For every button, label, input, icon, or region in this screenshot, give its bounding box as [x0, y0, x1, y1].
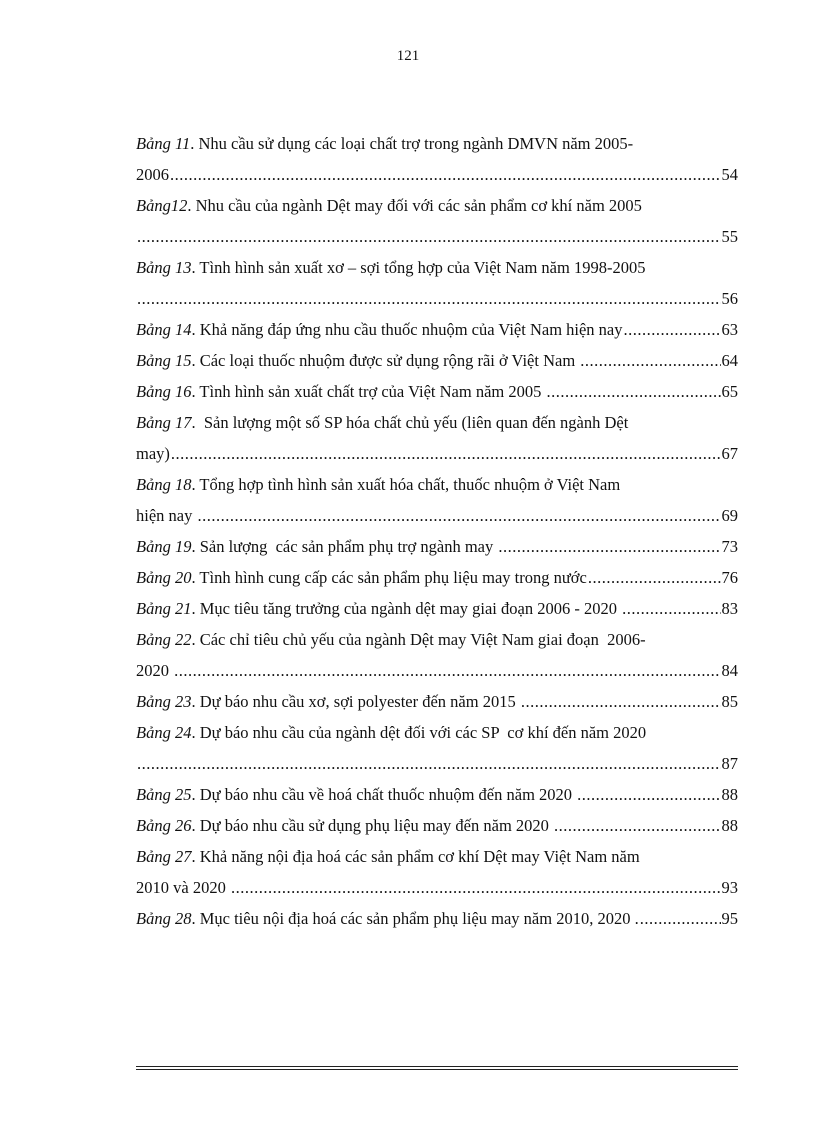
page-ref: 64 — [721, 351, 738, 370]
dot-leader — [622, 593, 720, 624]
toc-title — [136, 841, 640, 872]
table-title: Tổng hợp tình hình sản xuất hóa chất, thuốc nhuộm ở Việt Nam — [195, 475, 621, 494]
table-title: Dự báo nhu cầu về hoá chất thuốc nhuộm đến năm 2020 — [195, 785, 577, 804]
page-ref: 69 — [721, 506, 738, 525]
toc-line — [136, 376, 738, 407]
toc-title — [136, 128, 633, 159]
dot-leader — [640, 903, 721, 934]
dot-leader — [554, 810, 720, 841]
toc-title — [136, 345, 579, 376]
table-label: Bảng 14 — [136, 320, 192, 339]
table-label: Bảng 11 — [136, 134, 191, 153]
dot-leader — [577, 779, 720, 810]
dot-leader — [580, 345, 720, 376]
toc-entry — [136, 407, 738, 469]
table-label: Bảng 15 — [136, 351, 192, 370]
toc-line — [136, 252, 738, 283]
label-separator: . — [191, 537, 196, 556]
table-title: Tình hình cung cấp các sản phẩm phụ liệu may trong nước — [195, 568, 587, 587]
label-separator: . — [191, 785, 196, 804]
page-ref: 73 — [721, 537, 738, 556]
table-label: Bảng 21 — [136, 599, 192, 618]
toc-line — [136, 779, 738, 810]
page-ref: 65 — [721, 382, 738, 401]
page-ref: 87 — [721, 754, 738, 773]
table-label: Bảng 13 — [136, 258, 192, 277]
table-label: Bảng 22 — [136, 630, 192, 649]
table-label: Bảng 24 — [136, 723, 192, 742]
dot-leader — [498, 531, 720, 562]
label-separator: . — [191, 599, 196, 618]
dot-leader — [171, 438, 721, 469]
toc-line — [136, 190, 738, 221]
table-title-continued: 2006 — [136, 165, 169, 184]
toc-entry — [136, 562, 738, 593]
toc-line — [136, 469, 738, 500]
table-title: Khả năng đáp ứng nhu cầu thuốc nhuộm của Việt Nam hiện nay — [195, 320, 623, 339]
page-ref: 93 — [721, 878, 738, 897]
table-title: Các chỉ tiêu chủ yếu của ngành Dệt may Việt Nam giai đoạn 2006- — [195, 630, 646, 649]
label-separator: . — [191, 320, 196, 339]
toc-line — [136, 531, 738, 562]
toc-line — [136, 407, 738, 438]
table-label: Bảng12 — [136, 196, 188, 215]
toc-entry — [136, 190, 738, 252]
page-ref: 76 — [721, 568, 738, 587]
toc-line — [136, 562, 738, 593]
toc-line — [136, 283, 738, 314]
table-label: Bảng 16 — [136, 382, 192, 401]
table-title: Dự báo nhu cầu của ngành dệt đối với các SP cơ khí đến năm 2020 — [195, 723, 647, 742]
table-title: Dự báo nhu cầu sử dụng phụ liệu may đến năm 2020 — [195, 816, 554, 835]
label-separator: . — [191, 568, 196, 587]
toc-line — [136, 903, 738, 934]
toc-line — [136, 593, 738, 624]
table-title: Tình hình sản xuất chất trợ của Việt Nam năm 2005 — [195, 382, 546, 401]
toc-title — [136, 717, 646, 748]
toc-line — [136, 686, 738, 717]
toc-entry — [136, 593, 738, 624]
toc-line — [136, 872, 738, 903]
toc-line — [136, 345, 738, 376]
toc-title — [136, 376, 545, 407]
label-separator: . — [191, 475, 196, 494]
table-title: Tình hình sản xuất xơ – sợi tổng hợp của Việt Nam năm 1998-2005 — [195, 258, 646, 277]
toc-line — [136, 221, 738, 252]
toc-title — [136, 903, 639, 934]
label-separator: . — [190, 134, 195, 153]
toc-title — [136, 252, 645, 283]
dot-leader — [137, 748, 721, 779]
toc-title — [136, 779, 576, 810]
toc-entry — [136, 841, 738, 903]
toc-entry — [136, 469, 738, 531]
toc-entry — [136, 779, 738, 810]
label-separator: . — [191, 351, 196, 370]
toc-line — [136, 314, 738, 345]
toc-title — [136, 190, 642, 221]
dot-leader — [588, 562, 721, 593]
page-ref: 55 — [721, 227, 738, 246]
label-separator: . — [191, 692, 196, 711]
toc-title — [136, 469, 620, 500]
label-separator: . — [191, 382, 196, 401]
table-title-continued: hiện nay — [136, 506, 197, 525]
toc-entry — [136, 345, 738, 376]
table-title: Khả năng nội địa hoá các sản phẩm cơ khí Dệt may Việt Nam năm — [195, 847, 640, 866]
table-list — [136, 128, 738, 934]
toc-entry — [136, 314, 738, 345]
table-title-continued: 2010 và 2020 — [136, 878, 230, 897]
toc-title — [136, 593, 621, 624]
toc-title — [136, 314, 623, 345]
toc-line — [136, 500, 738, 531]
toc-line — [136, 159, 738, 190]
page-ref: 54 — [721, 165, 738, 184]
dot-leader — [624, 314, 721, 345]
table-title: Các loại thuốc nhuộm được sử dụng rộng rãi ở Việt Nam — [195, 351, 580, 370]
toc-entry — [136, 686, 738, 717]
toc-entry — [136, 810, 738, 841]
dot-leader — [197, 500, 720, 531]
toc-line — [136, 748, 738, 779]
label-separator: . — [191, 258, 196, 277]
page-ref: 88 — [721, 785, 738, 804]
toc-entry — [136, 903, 738, 934]
page-number: 121 — [396, 48, 420, 64]
toc-title — [136, 686, 520, 717]
page-ref: 84 — [721, 661, 738, 680]
label-separator: . — [191, 630, 196, 649]
table-title: Nhu cầu của ngành Dệt may đối với các sản phẩm cơ khí năm 2005 — [191, 196, 642, 215]
table-title: Sản lượng một số SP hóa chất chủ yếu (liên quan đến ngành Dệt — [195, 413, 629, 432]
footer-divider — [136, 1066, 738, 1070]
table-title: Dự báo nhu cầu xơ, sợi polyester đến năm 2015 — [195, 692, 520, 711]
table-label: Bảng 20 — [136, 568, 192, 587]
toc-entry — [136, 717, 738, 779]
dot-leader — [170, 159, 721, 190]
table-title-continued: may) — [136, 444, 170, 463]
page-ref: 95 — [721, 909, 738, 928]
toc-title — [136, 562, 587, 593]
dot-leader — [546, 376, 720, 407]
label-separator: . — [191, 413, 196, 432]
toc-entry — [136, 624, 738, 686]
label-separator: . — [191, 723, 196, 742]
page-ref: 88 — [721, 816, 738, 835]
label-separator: . — [191, 909, 196, 928]
page-ref: 83 — [721, 599, 738, 618]
dot-leader — [137, 283, 721, 314]
table-label: Bảng 23 — [136, 692, 192, 711]
toc-line — [136, 655, 738, 686]
toc-line — [136, 841, 738, 872]
toc-entry — [136, 376, 738, 407]
table-label: Bảng 25 — [136, 785, 192, 804]
table-label: Bảng 17 — [136, 413, 192, 432]
dot-leader — [231, 872, 721, 903]
table-title-continued: 2020 — [136, 661, 174, 680]
toc-entry — [136, 252, 738, 314]
toc-title — [136, 407, 628, 438]
toc-line — [136, 717, 738, 748]
page-ref: 85 — [721, 692, 738, 711]
table-title: Mục tiêu nội địa hoá các sản phẩm phụ liệu may năm 2010, 2020 . — [195, 909, 639, 928]
toc-line — [136, 438, 738, 469]
page-ref: 67 — [721, 444, 738, 463]
toc-line — [136, 624, 738, 655]
toc-line — [136, 810, 738, 841]
toc-title — [136, 810, 553, 841]
toc-entry — [136, 531, 738, 562]
dot-leader — [137, 221, 721, 252]
label-separator: . — [191, 816, 196, 835]
toc-entry — [136, 128, 738, 190]
dot-leader — [174, 655, 720, 686]
table-title: Nhu cầu sử dụng các loại chất trợ trong ngành DMVN năm 2005- — [194, 134, 634, 153]
label-separator: . — [187, 196, 192, 215]
table-label: Bảng 18 — [136, 475, 192, 494]
page-ref: 63 — [721, 320, 738, 339]
toc-title — [136, 531, 497, 562]
table-label: Bảng 27 — [136, 847, 192, 866]
toc-title — [136, 624, 646, 655]
dot-leader — [521, 686, 721, 717]
table-label: Bảng 19 — [136, 537, 192, 556]
page-ref: 56 — [721, 289, 738, 308]
label-separator: . — [191, 847, 196, 866]
table-title: Sản lượng các sản phẩm phụ trợ ngành may — [195, 537, 498, 556]
table-title: Mục tiêu tăng trưởng của ngành dệt may giai đoạn 2006 - 2020 — [195, 599, 622, 618]
toc-line — [136, 128, 738, 159]
table-label: Bảng 26 — [136, 816, 192, 835]
table-label: Bảng 28 — [136, 909, 192, 928]
